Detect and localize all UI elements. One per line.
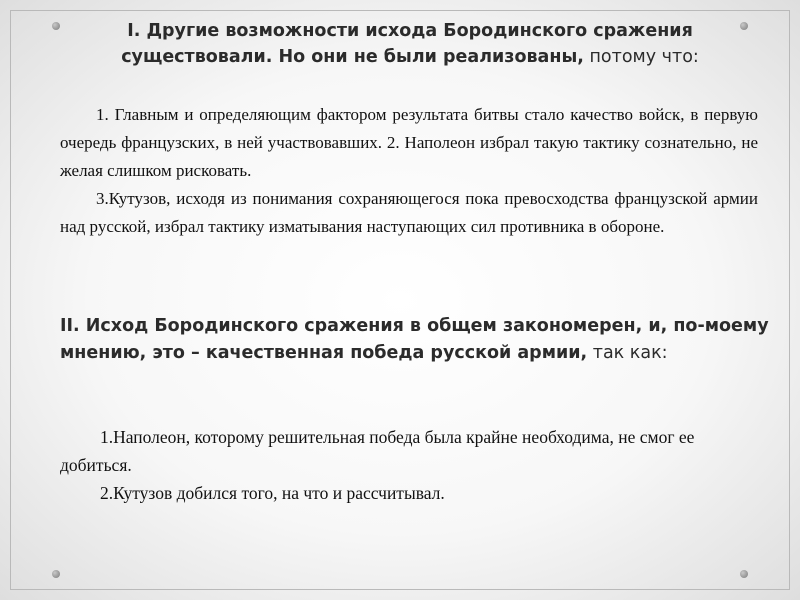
section1-heading — [60, 18, 760, 70]
section2-heading-bold: II. Исход Бородинского сражения в общем закономерен, и, по-моему мнению, это – качественная победа русской армии, — [60, 316, 769, 363]
section2-heading-normal: так как: — [587, 343, 668, 363]
section1-body — [60, 101, 758, 241]
section2-heading — [60, 313, 770, 367]
section1-heading-bold: I. Другие возможности исхода Бородинского сражения существовали. Но они не были реализованы, — [121, 21, 693, 67]
section1-heading-normal: потому что: — [583, 47, 699, 67]
section2-paragraph-2: 2.Кутузов добился того, на что и рассчитывал. — [100, 483, 445, 503]
corner-dot-icon — [52, 22, 60, 30]
section2-paragraph-1: 1.Наполеон, которому решительная победа была крайне необходима, не смог ее добиться. — [60, 427, 695, 475]
corner-dot-icon — [52, 570, 60, 578]
section2-body — [60, 423, 750, 507]
section1-paragraph-2: 3.Кутузов, исходя из понимания сохраняющегося пока превосходства французской армии над русской, избрал тактику изматывания наступающих сил противника в обороне. — [60, 189, 758, 236]
section1-paragraph-1: 1. Главным и определяющим фактором результата битвы стало качество войск, в первую очередь французских, в ней участвовавших. 2. Наполеон избрал такую тактику сознательно, не желая слишком рисковать. — [60, 105, 758, 180]
corner-dot-icon — [740, 570, 748, 578]
